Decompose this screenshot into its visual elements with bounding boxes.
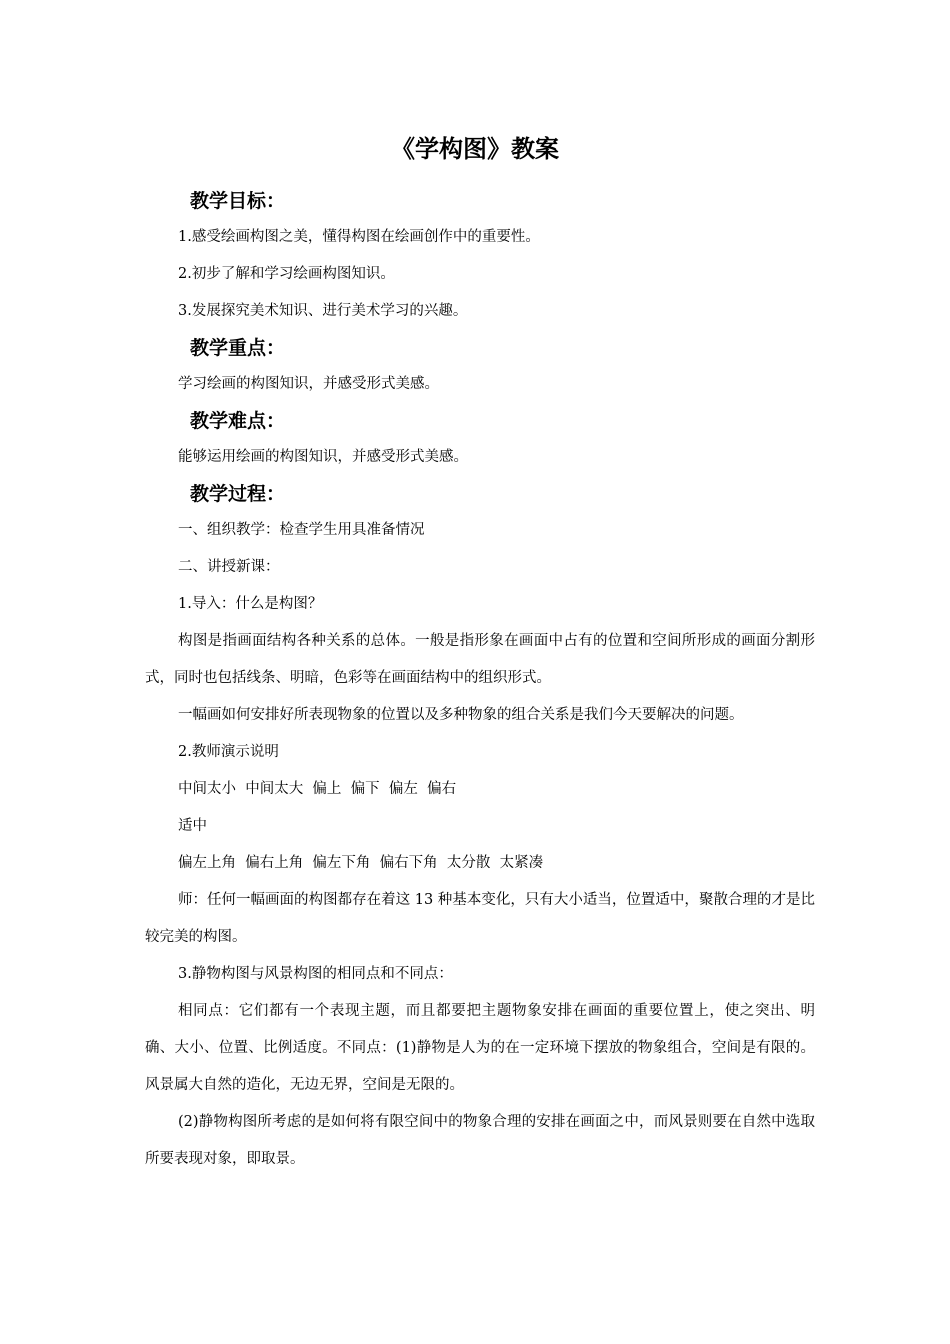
demo-line-1: 中间太小 中间太大 偏上 偏下 偏左 偏右 <box>178 781 457 797</box>
heading-difficulties: 教学难点： <box>190 410 286 432</box>
demo-line-2: 适中 <box>178 818 207 834</box>
demo-line-3: 偏左上角 偏右上角 偏左下角 偏右下角 太分散 太紧凑 <box>178 855 544 871</box>
intro-paragraph-2: 一幅画如何安排好所表现物象的位置以及多种物象的组合关系是我们今天要解决的问题。 <box>178 707 744 723</box>
process-step-1: 一、组织教学：检查学生用具准备情况 <box>178 522 425 538</box>
objective-item-2: 2.初步了解和学习绘画构图知识。 <box>178 266 395 282</box>
document-title: 《学构图》教案 <box>391 135 559 163</box>
heading-process: 教学过程： <box>190 483 286 505</box>
intro-paragraph-1: 构图是指画面结构各种关系的总体。一般是指形象在画面中占有的位置和空间所形成的画面分割形式，同时也包括线条、明暗，色彩等在画面结构中的组织形式。 <box>145 633 815 686</box>
document-body <box>145 183 815 1178</box>
demo-title: 2.教师演示说明 <box>178 744 279 760</box>
compare-title: 3.静物构图与风景构图的相同点和不同点： <box>178 966 453 982</box>
difficulties-text: 能够运用绘画的构图知识，并感受形式美感。 <box>178 449 468 465</box>
heading-key-points: 教学重点： <box>190 337 286 359</box>
objective-item-3: 3.发展探究美术知识、进行美术学习的兴趣。 <box>178 303 468 319</box>
objective-item-1: 1.感受绘画构图之美，懂得构图在绘画创作中的重要性。 <box>178 229 540 245</box>
key-points-text: 学习绘画的构图知识，并感受形式美感。 <box>178 376 439 392</box>
compare-paragraph-2: (2)静物构图所考虑的是如何将有限空间中的物象合理的安排在画面之中，而风景则要在自然中选取所要表现对象，即取景。 <box>145 1114 815 1167</box>
demo-paragraph: 师：任何一幅画面的构图都存在着这 13 种基本变化，只有大小适当，位置适中，聚散合理的才是比较完美的构图。 <box>145 892 815 945</box>
process-step-2: 二、讲授新课： <box>178 559 280 575</box>
compare-paragraph-1: 相同点：它们都有一个表现主题，而且都要把主题物象安排在画面的重要位置上，使之突出、明确、大小、位置、比例适度。不同点：(1)静物是人为的在一定环境下摆放的物象组合，空间是有限的。风景属大自然的造化，无边无界，空间是无限的。 <box>145 1003 815 1093</box>
intro-title: 1.导入：什么是构图？ <box>178 596 323 612</box>
heading-objectives: 教学目标： <box>190 190 286 212</box>
